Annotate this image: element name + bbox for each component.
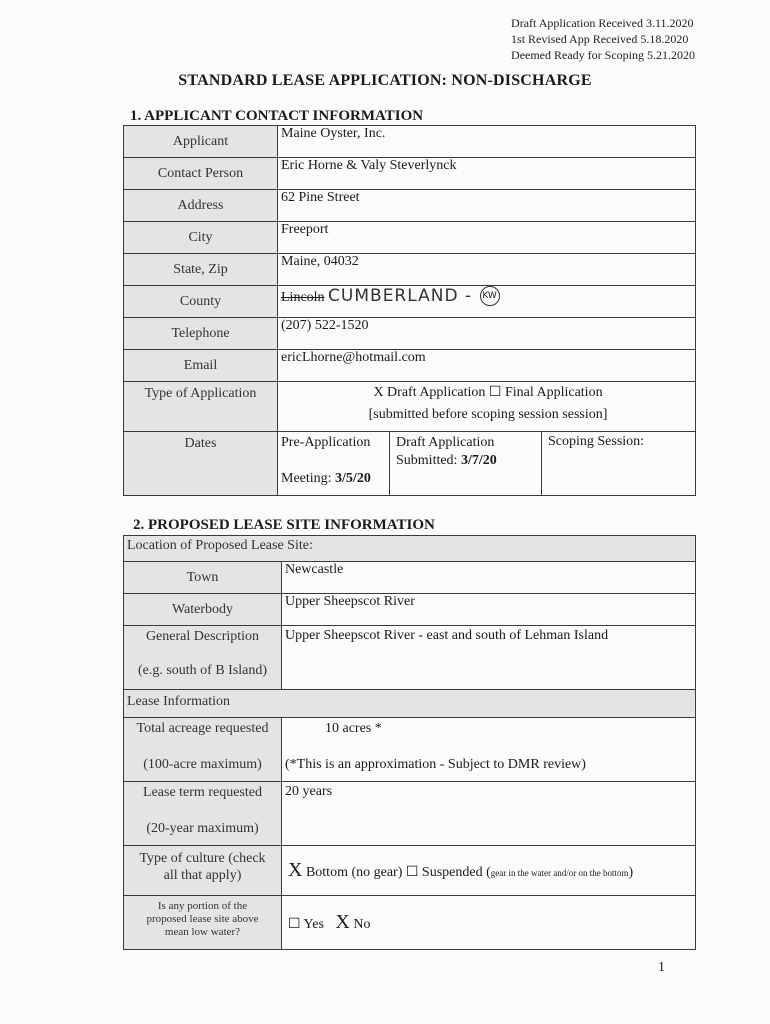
- gendesc-sublabel: (e.g. south of B Island): [137, 663, 268, 678]
- scoping-label: Scoping Session:: [548, 434, 645, 449]
- received-line-2: 1st Revised App Received 5.18.2020: [511, 32, 689, 46]
- row-address: [124, 190, 696, 222]
- county-handwritten-correction: CUMBERLAND -: [328, 286, 473, 306]
- type-label: Type of Application: [144, 386, 257, 401]
- gendesc-label: General Description: [145, 629, 260, 644]
- initials-circle: KW: [480, 286, 500, 306]
- row-waterbody: [124, 594, 696, 626]
- received-line-1: Draft Application Received 3.11.2020: [511, 16, 694, 30]
- row-telephone: [124, 318, 696, 350]
- type-line-2: [submitted before scoping session session]: [368, 407, 608, 422]
- no-label: No: [353, 917, 371, 932]
- email-value[interactable]: ericLhorne@hotmail.com: [278, 350, 696, 382]
- row-general-description: [124, 626, 696, 690]
- acreage-sublabel: (100-acre maximum): [143, 757, 262, 772]
- type-value[interactable]: [278, 382, 696, 432]
- gendesc-value[interactable]: Upper Sheepscot River - east and south of Lehman Island: [282, 626, 696, 690]
- state-zip-label: State, Zip: [173, 262, 228, 277]
- row-county: [124, 286, 696, 318]
- lowwater-value[interactable]: [282, 896, 696, 950]
- waterbody-label: Waterbody: [171, 602, 234, 617]
- acreage-value: 10 acres *: [325, 721, 382, 736]
- state-zip-value[interactable]: Maine, 04032: [278, 254, 696, 286]
- received-stamp: [511, 15, 695, 63]
- row-city: [124, 222, 696, 254]
- preapp-meeting-label: Meeting:: [281, 471, 332, 486]
- lowwater-label-3: mean low water?: [164, 926, 241, 938]
- lowwater-label-2: proposed lease site above: [146, 913, 259, 925]
- draft-submitted-label: Submitted:: [396, 453, 458, 468]
- row-culture-type: [124, 846, 696, 896]
- received-line-3: Deemed Ready for Scoping 5.21.2020: [511, 48, 695, 62]
- term-value[interactable]: 20 years: [282, 782, 696, 846]
- row-email: [124, 350, 696, 382]
- draft-date: 3/7/20: [460, 453, 497, 468]
- lease-header: Lease Information: [124, 690, 696, 718]
- preapp-label: Pre-Application: [281, 435, 371, 450]
- town-label: Town: [186, 570, 219, 585]
- county-value[interactable]: [278, 286, 696, 318]
- preapp-cell[interactable]: [278, 432, 390, 496]
- city-label: City: [188, 230, 213, 245]
- city-value[interactable]: Freeport: [278, 222, 696, 254]
- acreage-label: Total acreage requested: [136, 721, 269, 736]
- term-label: Lease term requested: [143, 785, 262, 800]
- scoping-cell[interactable]: [542, 432, 696, 496]
- suspended-note: gear in the water and/or on the bottom: [490, 868, 629, 878]
- document-title: STANDARD LEASE APPLICATION: NON-DISCHARGE: [178, 72, 592, 89]
- town-value[interactable]: Newcastle: [282, 562, 696, 594]
- row-lease-header: [124, 690, 696, 718]
- draft-cell[interactable]: [390, 432, 542, 496]
- bottom-checkbox-mark: X: [288, 859, 303, 881]
- address-value[interactable]: 62 Pine Street: [278, 190, 696, 222]
- row-lease-term: [124, 782, 696, 846]
- row-acreage: [124, 718, 696, 782]
- row-applicant: [124, 126, 696, 158]
- term-sublabel: (20-year maximum): [146, 821, 259, 836]
- culture-options: Bottom (no gear) ☐ Suspended (: [305, 865, 491, 880]
- culture-close-paren: ): [628, 865, 634, 880]
- applicant-value[interactable]: Maine Oyster, Inc.: [278, 126, 696, 158]
- yes-checkbox[interactable]: ☐ Yes: [288, 917, 324, 932]
- county-label: County: [179, 294, 222, 309]
- email-label: Email: [183, 358, 218, 373]
- row-state-zip: [124, 254, 696, 286]
- contact-value[interactable]: Eric Horne & Valy Steverlynck: [278, 158, 696, 190]
- lease-site-table: [123, 535, 696, 950]
- page-number: 1: [658, 960, 665, 975]
- row-dates: [124, 432, 696, 496]
- draft-label: Draft Application: [396, 435, 495, 450]
- applicant-contact-table: [123, 125, 696, 496]
- row-location-header: [124, 536, 696, 562]
- telephone-value[interactable]: (207) 522-1520: [278, 318, 696, 350]
- location-header: Location of Proposed Lease Site:: [124, 536, 696, 562]
- county-struck-text: Lincoln: [281, 290, 325, 305]
- section-1-heading: 1. APPLICANT CONTACT INFORMATION: [130, 108, 424, 124]
- section-2-heading: 2. PROPOSED LEASE SITE INFORMATION: [133, 517, 435, 533]
- culture-label-2: all that apply): [163, 868, 242, 883]
- no-checkbox-mark[interactable]: X: [335, 911, 350, 933]
- acreage-note: (*This is an approximation - Subject to DMR review): [285, 757, 586, 772]
- row-type-of-application: [124, 382, 696, 432]
- waterbody-value[interactable]: Upper Sheepscot River: [282, 594, 696, 626]
- applicant-label: Applicant: [172, 134, 229, 149]
- row-low-water: [124, 896, 696, 950]
- telephone-label: Telephone: [171, 326, 230, 341]
- contact-label: Contact Person: [157, 166, 244, 181]
- preapp-date: 3/5/20: [335, 471, 371, 486]
- row-contact: [124, 158, 696, 190]
- type-line-1: X Draft Application ☐ Final Application: [373, 385, 603, 400]
- dates-label: Dates: [184, 436, 217, 451]
- culture-value[interactable]: [282, 846, 696, 896]
- acreage-value-cell[interactable]: [282, 718, 696, 782]
- address-label: Address: [177, 198, 224, 213]
- lowwater-label-1: Is any portion of the: [157, 900, 248, 912]
- culture-label-1: Type of culture (check: [139, 851, 266, 866]
- row-town: [124, 562, 696, 594]
